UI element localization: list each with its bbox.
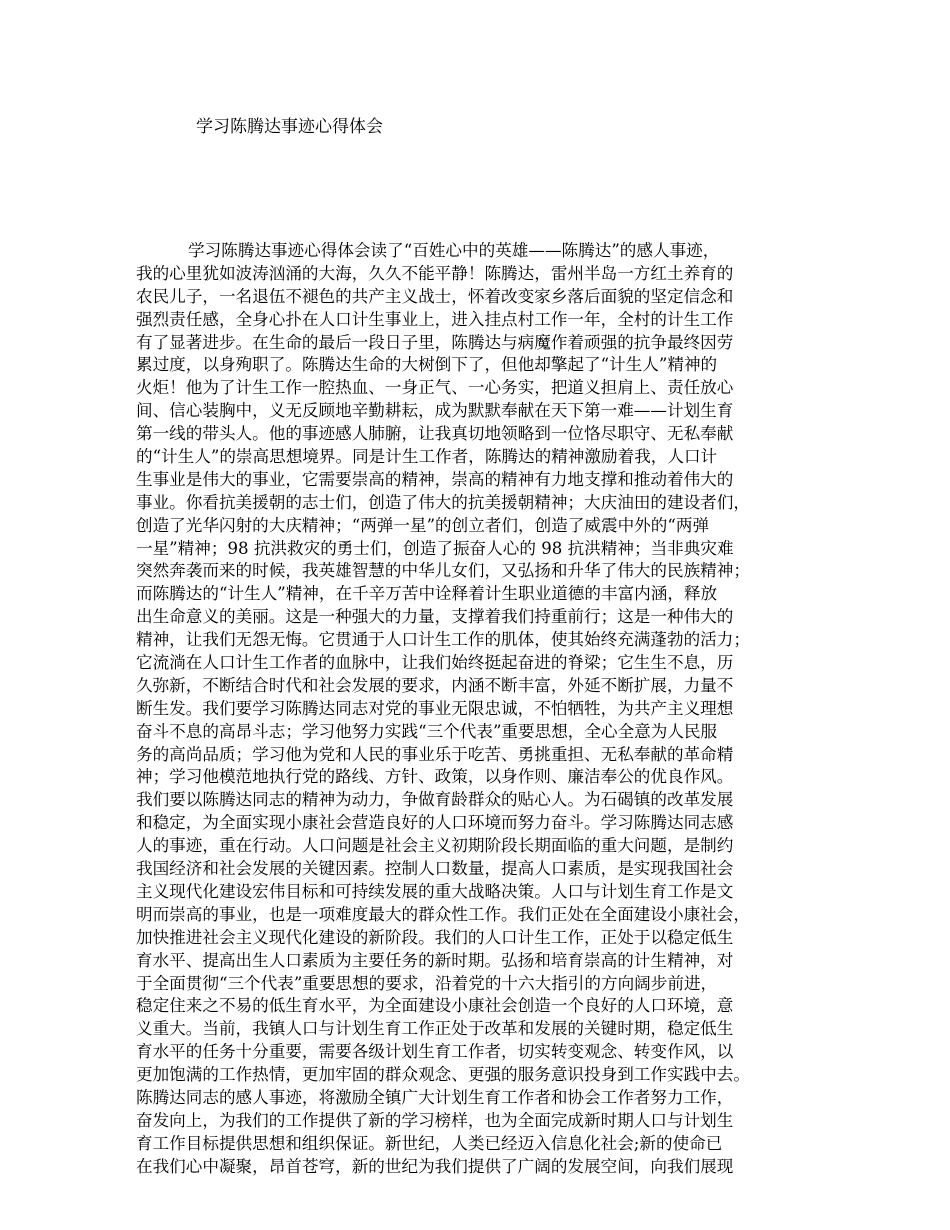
body-line: 一星”精神；98 抗洪救灾的勇士们，创造了振奋人心的 98 抗洪精神；当非典灾难	[136, 538, 734, 558]
body-line: 育水平的任务十分重要，需要各级计划生育工作者，切实转变观念、转变作风，以	[136, 1042, 734, 1062]
body-line: 间、信心装胸中，义无反顾地辛勤耕耘，成为默默奉献在天下第一难——计划生育	[136, 401, 734, 421]
body-line: 而陈腾达的“计生人”精神，在千辛万苦中诠释着计生职业道德的丰富内涵，释放	[136, 584, 718, 604]
body-line: 精神，让我们无怨无悔。它贯通于人口计生工作的肌体，使其始终充满蓬勃的活力；	[136, 630, 750, 650]
body-line: 我国经济和社会发展的关键因素。控制人口数量，提高人口素质，是实现我国社会	[136, 859, 734, 879]
body-line: 我们要以陈腾达同志的精神为动力，争做育龄群众的贴心人。为石碣镇的改革发展	[136, 790, 734, 810]
body-line: 神；学习他模范地执行党的路线、方针、政策，以身作则、廉洁奉公的优良作风。	[136, 767, 734, 787]
body-line: 出生命意义的美丽。这是一种强大的力量，支撑着我们持重前行；这是一种伟大的	[136, 607, 734, 627]
body-line: 在我们心中凝聚，昂首苍穹，新的世纪为我们提供了广阔的发展空间，向我们展现	[136, 1156, 734, 1176]
body-line: 火炬！他为了计生工作一腔热血、一身正气、一心务实，把道义担肩上、责任放心	[136, 378, 734, 398]
body-line: 有了显著进步。在生命的最后一段日子里，陈腾达与病魔作着顽强的抗争最终因劳	[136, 332, 734, 352]
body-line: 于全面贯彻“三个代表”重要思想的要求，沿着党的十六大指引的方向阔步前进，	[136, 973, 718, 993]
body-line: 的“计生人”的崇高思想境界。同是计生工作者，陈腾达的精神激励着我，人口计	[136, 447, 718, 467]
body-line: 稳定住来之不易的低生育水平，为全面建设小康社会创造一个良好的人口环境，意	[136, 996, 734, 1016]
body-line: 事业。你看抗美援朝的志士们，创造了伟大的抗美援朝精神；大庆油田的建设者们，	[136, 492, 750, 512]
body-line: 强烈责任感，全身心扑在人口计生事业上，进入挂点村工作一年，全村的计生工作	[136, 309, 734, 329]
body-line: 育工作目标提供思想和组织保证。新世纪，人类已经迈入信息化社会;新的使命已	[136, 1133, 723, 1153]
body-line: 久弥新，不断结合时代和社会发展的要求，内涵不断丰富，外延不断扩展，力量不	[136, 675, 734, 695]
body-line: 陈腾达同志的感人事迹，将激励全镇广大计划生育工作者和协会工作者努力工作，	[136, 1087, 734, 1107]
body-line: 更加饱满的工作热情，更加牢固的群众观念、更强的服务意识投身到工作实践中去。	[136, 1065, 750, 1085]
body-line: 创造了光华闪射的大庆精神；“两弹一星”的创立者们，创造了威震中外的“两弹	[136, 515, 710, 535]
body-line: 人的事迹，重在行动。人口问题是社会主义初期阶段长期面临的重大问题，是制约	[136, 836, 734, 856]
body-line: 主义现代化建设宏伟目标和可持续发展的重大战略决策。人口与计划生育工作是文	[136, 881, 734, 901]
body-line: 生事业是伟大的事业，它需要崇高的精神，崇高的精神有力地支撑和推动着伟大的	[136, 469, 734, 489]
body-line: 育水平、提高出生人口素质为主要任务的新时期。弘扬和培育崇高的计生精神，对	[136, 950, 734, 970]
body-line: 它流淌在人口计生工作者的血脉中，让我们始终挺起奋进的脊梁；它生生不息，历	[136, 653, 734, 673]
body-line: 累过度，以身殉职了。陈腾达生命的大树倒下了，但他却擎起了“计生人”精神的	[136, 355, 718, 375]
body-line: 奋斗不息的高昂斗志；学习他努力实践“三个代表”重要思想，全心全意为人民服	[136, 721, 718, 741]
body-line: 断生发。我们要学习陈腾达同志对党的事业无限忠诚，不怕牺牲，为共产主义理想	[136, 698, 734, 718]
body-line: 第一线的带头人。他的事迹感人肺腑，让我真切地领略到一位恪尽职守、无私奉献	[136, 424, 734, 444]
body-line: 我的心里犹如波涛汹涌的大海，久久不能平静！陈腾达，雷州半岛一方红土养育的	[136, 263, 734, 283]
body-line: 突然奔袭而来的时候，我英雄智慧的中华儿女们，又弘扬和升华了伟大的民族精神；	[136, 561, 750, 581]
body-line: 明而崇高的事业，也是一项难度最大的群众性工作。我们正处在全面建设小康社会，	[136, 904, 750, 924]
document-body	[136, 240, 836, 1179]
body-line: 加快推进社会主义现代化建设的新阶段。我们的人口计生工作，正处于以稳定低生	[136, 927, 734, 947]
body-line: 奋发向上，为我们的工作提供了新的学习榜样，也为全面完成新时期人口与计划生	[136, 1110, 734, 1130]
body-line: 和稳定，为全面实现小康社会营造良好的人口环境而努力奋斗。学习陈腾达同志感	[136, 813, 734, 833]
body-line: 农民儿子，一名退伍不褪色的共产主义战士，怀着改变家乡落后面貌的坚定信念和	[136, 286, 734, 306]
document-title: 学习陈腾达事迹心得体会	[196, 117, 383, 137]
body-line: 务的高尚品质；学习他为党和人民的事业乐于吃苦、勇挑重担、无私奉献的革命精	[136, 744, 734, 764]
body-line: 学习陈腾达事迹心得体会读了“百姓心中的英雄——陈腾达”的感人事迹，	[188, 241, 720, 260]
body-line: 义重大。当前，我镇人口与计划生育工作正处于改革和发展的关键时期，稳定低生	[136, 1019, 734, 1039]
